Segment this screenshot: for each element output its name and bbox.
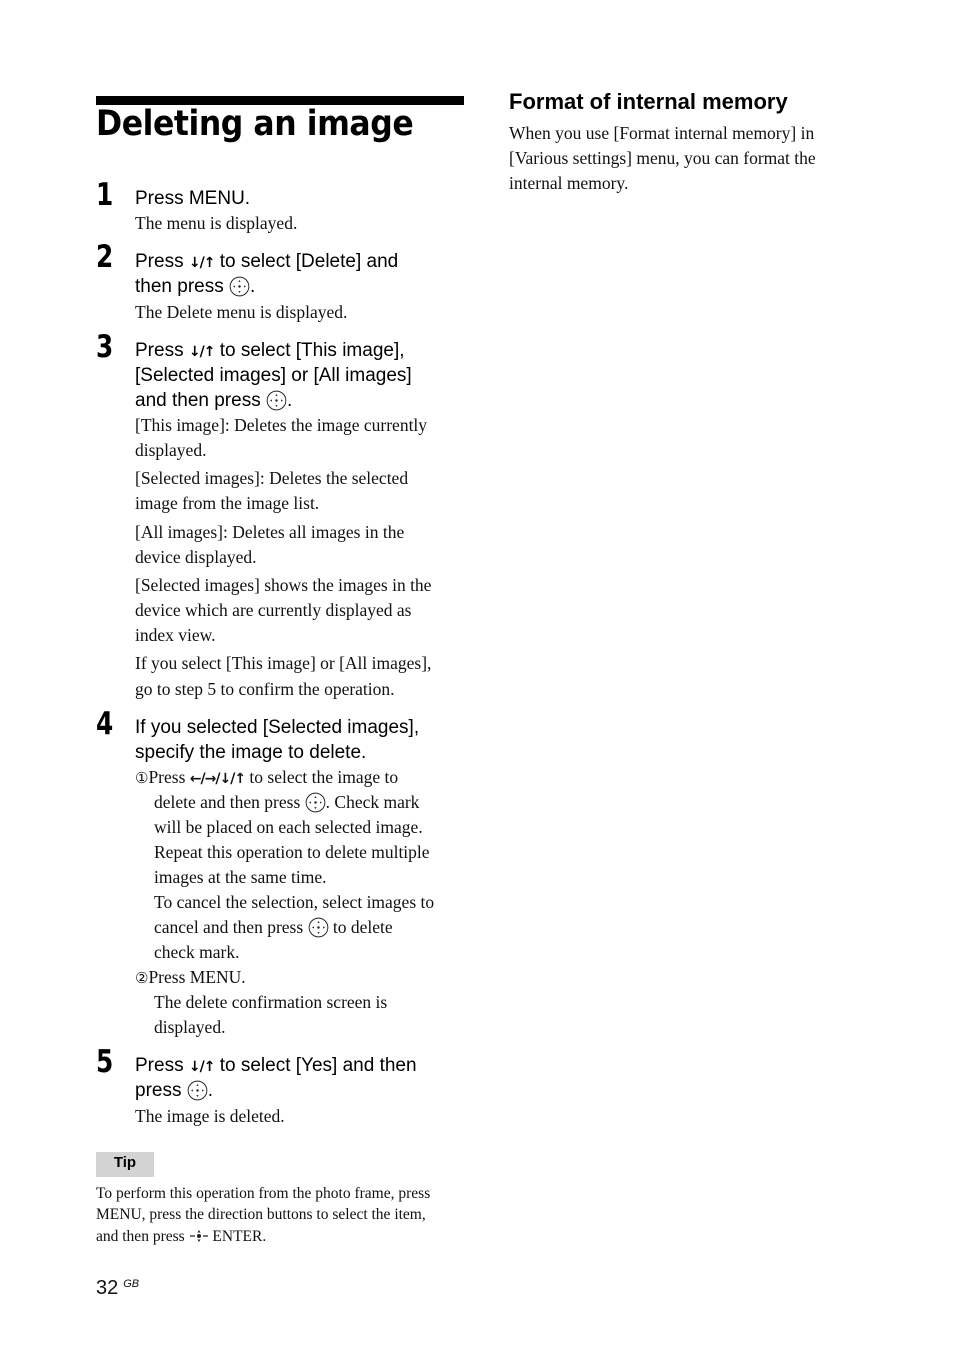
section-heading: Format of internal memory [509,89,788,114]
step-number: 1 [96,177,114,213]
step-body: [Selected images]: Deletes the selected [135,468,409,488]
step-body: The Delete menu is displayed. [135,302,348,322]
enter-button-icon [308,917,329,938]
step-heading: press . [135,1080,214,1101]
substep-line: check mark. [154,942,240,962]
substep-line: The delete confirmation screen is [154,992,388,1012]
enter-button-icon [305,792,326,813]
enter-button-icon [266,390,287,411]
enter-cross-icon [189,1229,209,1243]
section-text: internal memory. [509,173,629,193]
step-number: 4 [96,706,114,742]
step-body: go to step 5 to confirm the operation. [135,679,395,699]
step-heading: then press . [135,276,256,297]
substep-line: displayed. [154,1017,226,1037]
step-heading: [Selected images] or [All images] [135,365,412,386]
enter-button-icon [187,1080,208,1101]
tip-label: Tip [113,1154,137,1171]
step-body: The menu is displayed. [135,213,298,233]
substep-marker: ① [135,769,149,787]
substep-line: delete and then press . Check mark [154,792,420,812]
substep-marker: ② [135,969,149,987]
substep-line: ①Press ←/→/↓/↑ to select the image to [135,767,399,787]
substep-line: Repeat this operation to delete multiple [154,842,430,862]
tip-text: MENU, press the direction buttons to select the item, [96,1206,426,1223]
direction-pad-icon: ↓/↑ [188,344,215,360]
step-heading: Press MENU. [135,188,251,209]
enter-button-icon [229,276,250,297]
substep-line: cancel and then press to delete [154,917,393,937]
step-body: image from the image list. [135,493,320,513]
step-heading: Press ↓/↑ to select [This image], [135,340,405,361]
step-heading: specify the image to delete. [135,742,367,763]
step-body: [All images]: Deletes all images in the [135,522,405,542]
direction-pad-icon: ↓/↑ [188,1059,215,1075]
step-number: 5 [96,1044,114,1080]
page-title: Deleting an image [96,104,414,144]
tip-text: and then press ENTER. [96,1228,267,1245]
step-body: [This image]: Deletes the image currently [135,415,428,435]
step-body: device which are currently displayed as [135,600,412,620]
section-text: When you use [Format internal memory] in [509,123,815,143]
step-number: 3 [96,329,114,365]
substep-line: will be placed on each selected image. [154,817,423,837]
page-number: 32 $^{GB}$ [96,1277,140,1299]
step-body: index view. [135,625,216,645]
substep-line: images at the same time. [154,867,327,887]
step-body: displayed. [135,440,207,460]
page-region: GB [123,1278,140,1290]
step-heading: and then press . [135,390,293,411]
step-body: If you select [This image] or [All images], [135,653,432,673]
substep-line: ②Press MENU. [135,967,246,987]
step-body: The image is deleted. [135,1106,285,1126]
direction-pad-icon: ←/→/↓/↑ [189,771,246,787]
tip-text: To perform this operation from the photo frame, press [96,1185,431,1202]
step-body: [Selected images] shows the images in the [135,575,432,595]
step-body: device displayed. [135,547,257,567]
step-heading: Press ↓/↑ to select [Delete] and [135,251,399,272]
step-heading: If you selected [Selected images], [135,717,420,738]
substep-line: To cancel the selection, select images to [154,892,435,912]
direction-pad-icon: ↓/↑ [188,255,215,271]
section-text: [Various settings] menu, you can format the [509,148,816,168]
step-number: 2 [96,239,114,275]
step-heading: Press ↓/↑ to select [Yes] and then [135,1055,417,1076]
